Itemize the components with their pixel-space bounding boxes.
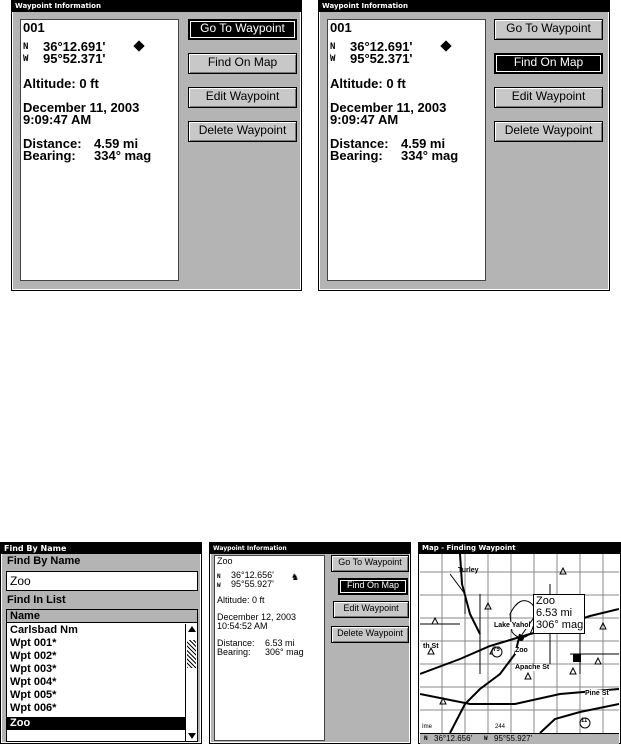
distance-label: Distance:	[217, 638, 255, 648]
waypoint-name: Zoo	[217, 556, 233, 566]
scrollbar[interactable]	[185, 624, 197, 741]
list-item[interactable]: Wpt 001*	[10, 637, 57, 649]
edit-waypoint-button[interactable]: Edit Waypoint	[333, 601, 409, 618]
longitude: 95°52.371'	[350, 51, 413, 66]
lat-dir: N	[330, 42, 336, 52]
list-item[interactable]: Wpt 005*	[10, 689, 57, 701]
status-bar	[420, 733, 619, 744]
list-body	[7, 624, 185, 741]
delete-waypoint-button[interactable]: Delete Waypoint	[494, 121, 603, 142]
list-item[interactable]: Wpt 002*	[10, 650, 57, 662]
map-graphics	[420, 554, 619, 733]
panel-find-by-name	[0, 542, 202, 744]
date: December 12, 2003	[217, 612, 297, 622]
map-label-th-st: th St	[423, 643, 439, 650]
panel-background	[211, 554, 409, 742]
window-title: Map - Finding Waypoint	[419, 543, 620, 554]
scroll-thumb[interactable]	[187, 640, 196, 668]
list-item[interactable]: Wpt 003*	[10, 663, 57, 675]
find-on-map-button[interactable]: Find On Map	[338, 578, 408, 595]
panel-background	[320, 12, 608, 289]
bearing-label: Bearing:	[330, 148, 383, 163]
info-box	[327, 19, 486, 281]
map-label-apache-st: Apache St	[515, 664, 550, 671]
latitude: 36°12.656'	[231, 570, 274, 580]
delete-waypoint-button[interactable]: Delete Waypoint	[188, 121, 297, 142]
list-item-selected[interactable]: Zoo	[7, 717, 197, 730]
longitude: 95°55.927'	[231, 579, 274, 589]
edit-waypoint-button[interactable]: Edit Waypoint	[188, 87, 297, 108]
delete-waypoint-button[interactable]: Delete Waypoint	[331, 626, 409, 643]
list-item[interactable]: Carlsbad Nm	[10, 624, 78, 636]
distance-label: Distance:	[330, 136, 389, 151]
waypoint-diamond-icon	[133, 40, 144, 51]
map-label-pine-st: Pine St	[585, 690, 609, 697]
status-latitude: 36°12.656'	[434, 734, 473, 743]
info-box	[214, 555, 325, 741]
bearing-value: 334° mag	[94, 148, 152, 163]
find-in-list-label: Find In List	[7, 594, 66, 606]
map-label-lake: Lake Yahol	[494, 622, 531, 629]
column-header	[7, 610, 197, 623]
window-title: Waypoint Information	[319, 1, 609, 12]
waypoint-diamond-icon	[440, 40, 451, 51]
panel-map-finding-waypoint	[418, 542, 621, 744]
waypoint-name: 001	[330, 20, 352, 35]
deer-icon: ♞	[291, 572, 300, 582]
popup-distance: 6.53 mi	[536, 607, 573, 619]
name-list[interactable]	[6, 609, 198, 742]
distance-value: 4.59 mi	[94, 136, 139, 151]
distance-value: 6.53 mi	[265, 638, 295, 648]
go-to-waypoint-button[interactable]: Go To Waypoint	[188, 19, 297, 40]
panel-background	[13, 12, 300, 289]
bearing-label: Bearing:	[217, 647, 251, 657]
bearing-label: Bearing:	[23, 148, 76, 163]
popup-name: Zoo	[536, 595, 555, 607]
edit-waypoint-button[interactable]: Edit Waypoint	[494, 87, 603, 108]
waypoint-name: 001	[23, 20, 45, 35]
lon-dir: W	[23, 54, 29, 64]
map-label-turley: Turley	[458, 567, 479, 574]
info-box	[20, 19, 179, 281]
scroll-up-arrow-icon[interactable]	[188, 626, 196, 632]
lon-dir: W	[330, 54, 336, 64]
find-on-map-button[interactable]: Find On Map	[188, 53, 297, 74]
altitude: Altitude: 0 ft	[23, 76, 99, 91]
distance-value: 4.59 mi	[401, 136, 446, 151]
status-lon-dir: W	[484, 735, 488, 742]
bearing-value: 306° mag	[265, 647, 304, 657]
map-label-244: 244	[495, 724, 506, 730]
status-lat-dir: N	[424, 735, 428, 742]
panel-waypoint-info-zoo	[209, 542, 411, 744]
window-title: Waypoint Information	[210, 543, 410, 554]
list-item[interactable]: Wpt 004*	[10, 676, 57, 688]
lat-dir: N	[217, 573, 221, 580]
find-on-map-button[interactable]: Find On Map	[494, 53, 603, 74]
map-view[interactable]	[420, 554, 619, 733]
bearing-value: 334° mag	[401, 148, 459, 163]
altitude: Altitude: 0 ft	[217, 595, 265, 605]
date: December 11, 2003	[23, 100, 140, 115]
map-label-75: 75	[493, 647, 500, 653]
go-to-waypoint-button[interactable]: Go To Waypoint	[494, 19, 603, 40]
panel-waypoint-info-1	[11, 0, 302, 291]
find-by-name-label: Find By Name	[7, 555, 81, 567]
list-item[interactable]: Wpt 006*	[10, 702, 57, 714]
popup-bearing: 306° mag	[536, 619, 584, 631]
search-input-value: Zoo	[10, 574, 31, 588]
scroll-down-arrow-icon[interactable]	[188, 733, 196, 739]
date: December 11, 2003	[330, 100, 447, 115]
distance-label: Distance:	[23, 136, 82, 151]
window-title: Waypoint Information	[12, 1, 301, 12]
map-label-ime: Ime	[422, 724, 433, 730]
status-longitude: 95°55.927'	[494, 734, 533, 743]
go-to-waypoint-button[interactable]: Go To Waypoint	[331, 555, 409, 572]
latitude: 36°12.691'	[43, 39, 106, 54]
window-title: Find By Name	[1, 543, 201, 554]
waypoint-popup	[533, 594, 585, 634]
map-label-zoo: Zoo	[515, 647, 528, 654]
search-input[interactable]	[6, 571, 198, 591]
panel-waypoint-info-2	[318, 0, 610, 291]
map-label-11: 11	[581, 718, 588, 724]
time: 9:09:47 AM	[23, 112, 92, 127]
column-header-name: Name	[10, 610, 40, 622]
time: 10:54:52 AM	[217, 621, 268, 631]
panel-background	[2, 554, 200, 742]
time: 9:09:47 AM	[330, 112, 399, 127]
lon-dir: W	[217, 582, 221, 589]
altitude: Altitude: 0 ft	[330, 76, 406, 91]
latitude: 36°12.691'	[350, 39, 413, 54]
longitude: 95°52.371'	[43, 51, 106, 66]
lat-dir: N	[23, 42, 29, 52]
